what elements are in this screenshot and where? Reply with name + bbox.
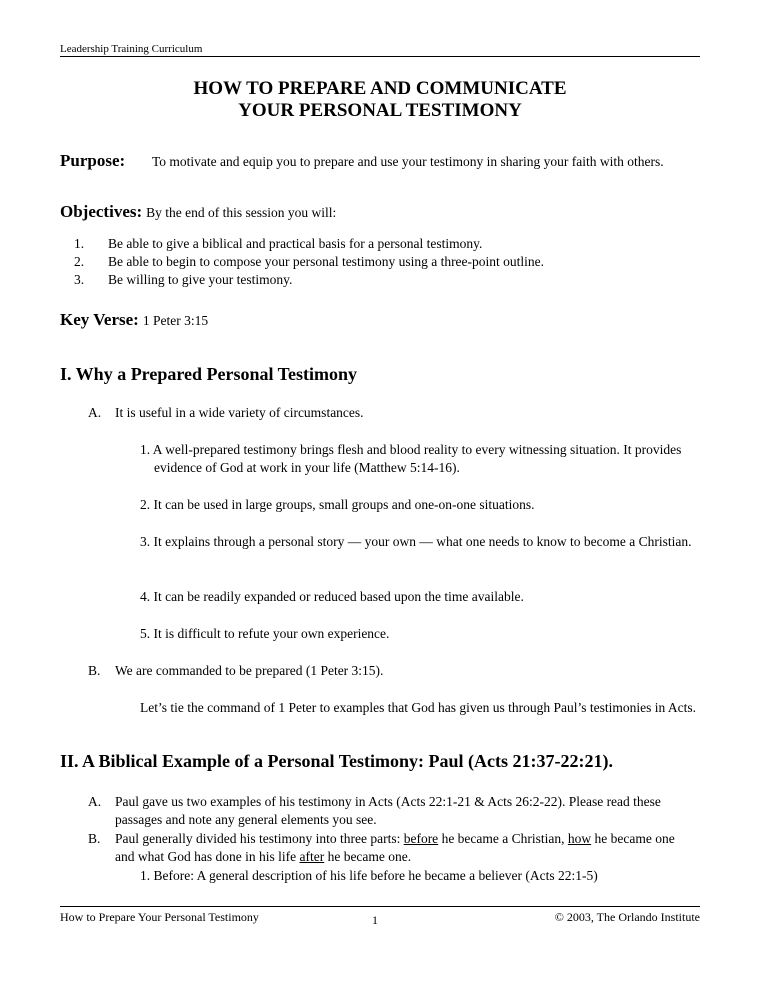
purpose-label: Purpose: xyxy=(60,151,126,170)
list-number: 1. xyxy=(74,236,85,251)
underlined-word-after: after xyxy=(299,849,325,864)
list-item xyxy=(60,253,700,271)
objectives-list xyxy=(60,235,700,289)
item-letter: B. xyxy=(88,663,101,678)
item-letter: A. xyxy=(88,794,102,809)
text-run: he became a Christian, xyxy=(438,831,568,846)
text-run: he became one. xyxy=(324,849,412,864)
list-text: Be willing to give your testimony. xyxy=(108,272,293,287)
key-verse-text: 1 Peter 3:15 xyxy=(142,313,209,328)
footer-left: How to Prepare Your Personal Testimony xyxy=(60,910,259,924)
section-1-point-1: 1. A well-prepared testimony brings flesh and blood reality to every witnessing situation. It provides evidence of God at work in your life (Matthew 5:14-16). xyxy=(140,442,682,475)
item-text: Paul gave us two examples of his testimony in Acts (Acts 22:1-21 & Acts 26:2-22). Please read these passages and note any general elements you see. xyxy=(115,794,661,827)
section-1-point-4: 4. It can be readily expanded or reduced based upon the time available. xyxy=(140,589,524,604)
underlined-word-how: how xyxy=(567,831,592,846)
objectives-section xyxy=(60,202,720,222)
item-letter: B. xyxy=(88,831,101,846)
text-run: Paul generally divided his testimony into three parts: xyxy=(115,831,404,846)
section-1-point-5: 5. It is difficult to refute your own experience. xyxy=(140,626,390,641)
list-item xyxy=(60,235,700,253)
item-text xyxy=(115,830,695,866)
text-run: he became one and what God has done in his life xyxy=(115,831,675,864)
objectives-label: Objectives: xyxy=(60,202,143,221)
section-1-point-2: 2. It can be used in large groups, small groups and one-on-one situations. xyxy=(140,497,535,512)
purpose-text: To motivate and equip you to prepare and use your testimony in sharing your faith with others. xyxy=(152,154,664,169)
list-number: 2. xyxy=(74,254,85,269)
section-1-point-3: 3. It explains through a personal story — your own — what one needs to know to become a Christian. xyxy=(140,534,692,549)
list-item xyxy=(60,271,700,289)
running-header: Leadership Training Curriculum xyxy=(60,43,700,57)
page-title xyxy=(60,78,700,122)
objectives-intro: By the end of this session you will: xyxy=(146,205,337,220)
item-text: We are commanded to be prepared (1 Peter 3:15). xyxy=(115,663,384,678)
title-line-1: HOW TO PREPARE AND COMMUNICATE xyxy=(193,78,567,99)
list-number: 3. xyxy=(74,272,85,287)
list-text: Be able to begin to compose your personal testimony using a three-point outline. xyxy=(108,254,545,269)
title-line-2: YOUR PERSONAL TESTIMONY xyxy=(238,100,522,121)
footer-copyright: © 2003, The Orlando Institute xyxy=(554,910,700,924)
page-number: 1 xyxy=(372,913,378,927)
key-verse xyxy=(60,310,660,330)
page-footer xyxy=(60,906,700,930)
section-2-heading: II. A Biblical Example of a Personal Testimony: Paul (Acts 21:37-22:21). xyxy=(60,751,613,771)
list-text: Be able to give a biblical and practical basis for a personal testimony. xyxy=(108,236,483,251)
section-1-paragraph: Let’s tie the command of 1 Peter to examples that God has given us through Paul’s testimonies in Acts. xyxy=(140,700,697,715)
item-letter: A. xyxy=(88,405,102,420)
item-text: It is useful in a wide variety of circumstances. xyxy=(115,405,364,420)
underlined-word-before: before xyxy=(403,831,439,846)
section-1-heading: I. Why a Prepared Personal Testimony xyxy=(60,364,358,384)
key-verse-label: Key Verse: xyxy=(60,310,139,329)
section-2-point-1: 1. Before: A general description of his life before he became a believer (Acts 22:1-5) xyxy=(140,868,598,883)
